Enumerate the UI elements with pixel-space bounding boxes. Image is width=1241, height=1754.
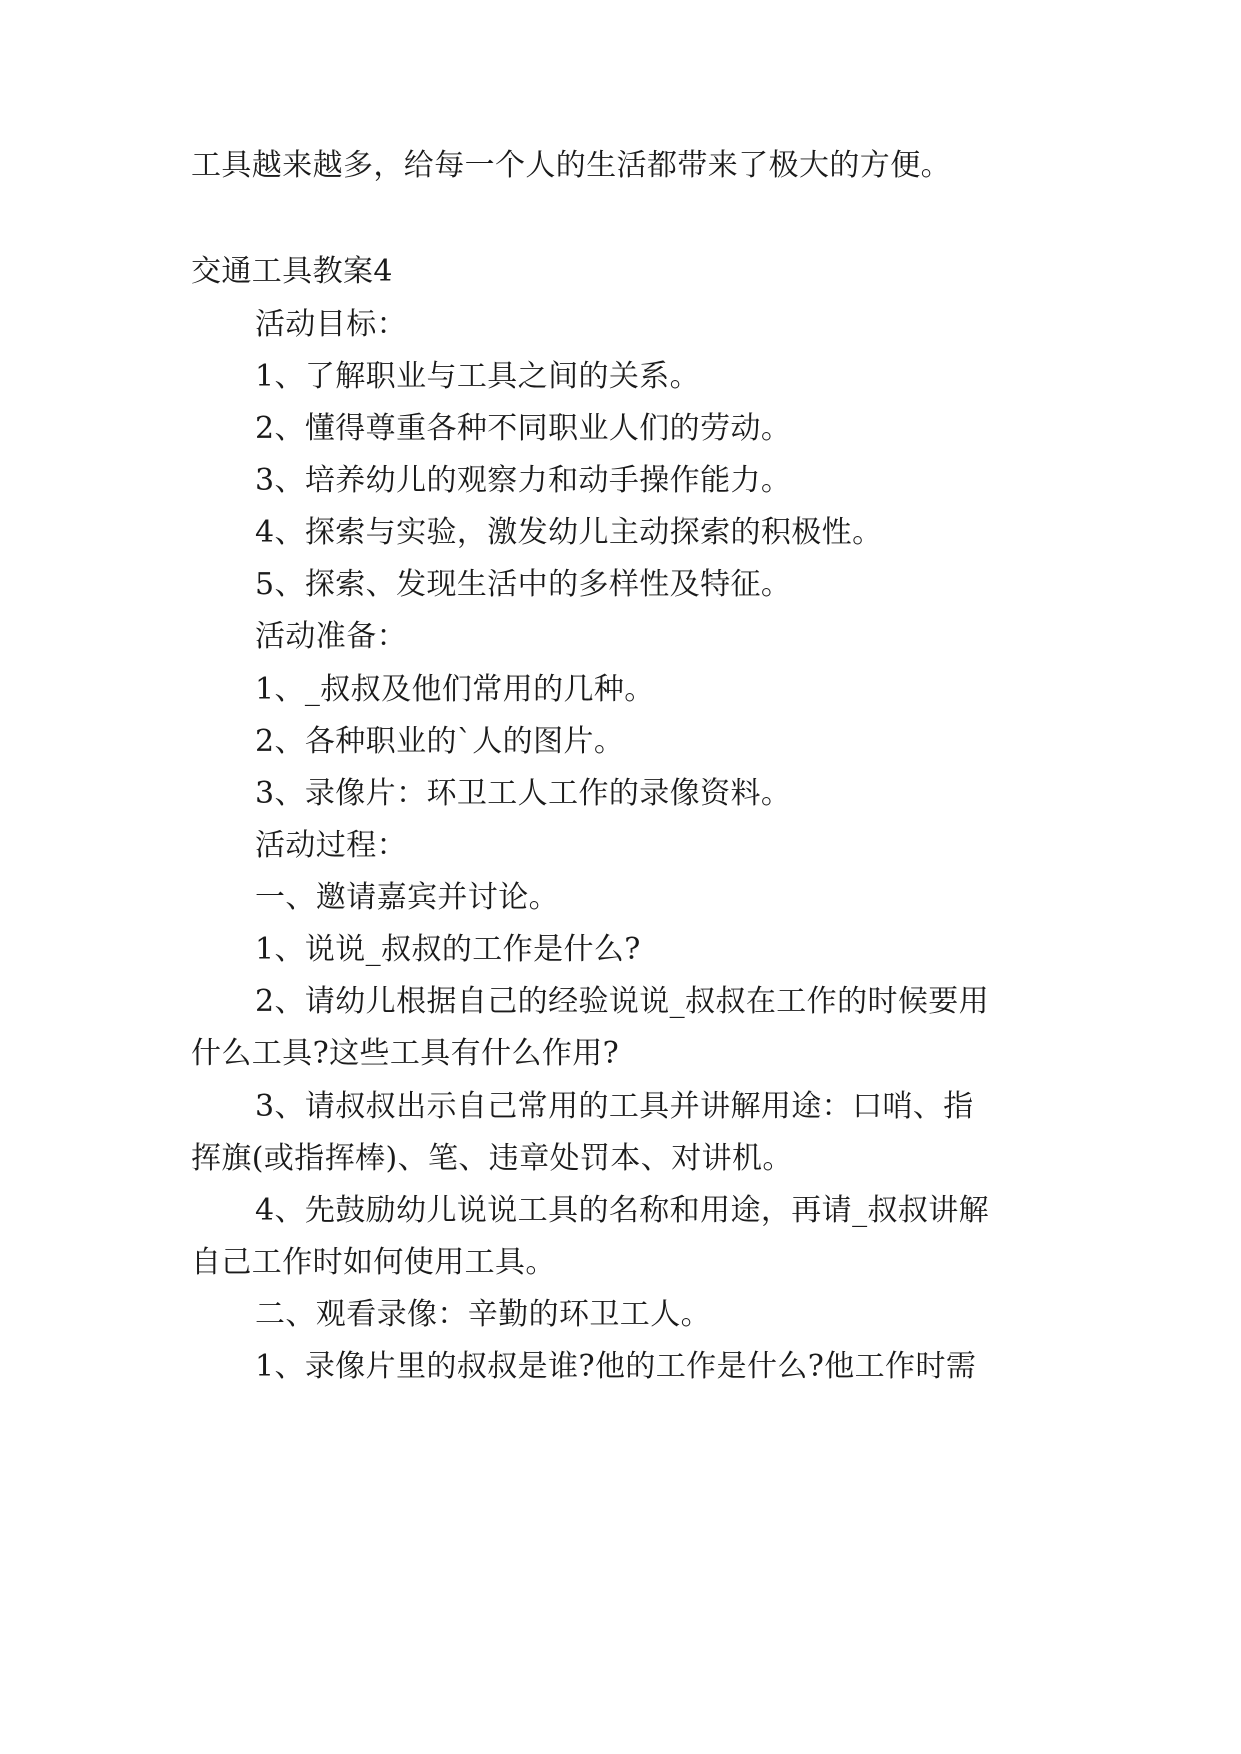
step1-item-continued: 自己工作时如何使用工具。	[191, 1245, 556, 1280]
goal-item: 3、培养幼儿的观察力和动手操作能力。	[255, 463, 792, 498]
section-title: 交通工具教案4	[191, 254, 393, 289]
prep-item: 1、_叔叔及他们常用的几种。	[255, 672, 655, 707]
goal-item: 5、探索、发现生活中的多样性及特征。	[255, 567, 792, 602]
goal-item: 4、探索与实验，激发幼儿主动探索的积极性。	[255, 515, 883, 550]
goals-heading: 活动目标：	[255, 307, 407, 342]
prep-item: 3、录像片：环卫工人工作的录像资料。	[255, 776, 792, 811]
step1-heading: 一、邀请嘉宾并讨论。	[255, 880, 559, 915]
prep-heading: 活动准备：	[255, 619, 407, 654]
step1-item-continued: 什么工具?这些工具有什么作用?	[191, 1036, 620, 1071]
goal-item: 1、了解职业与工具之间的关系。	[255, 359, 701, 394]
step1-item: 4、先鼓励幼儿说说工具的名称和用途，再请_叔叔讲解	[255, 1193, 990, 1228]
step2-heading: 二、观看录像：辛勤的环卫工人。	[255, 1297, 711, 1332]
lead-text: 工具越来越多，给每一个人的生活都带来了极大的方便。	[191, 148, 951, 183]
step1-item: 3、请叔叔出示自己常用的工具并讲解用途：口哨、指	[255, 1089, 974, 1124]
step1-item: 2、请幼儿根据自己的经验说说_叔叔在工作的时候要用	[255, 984, 990, 1019]
step1-item: 1、说说_叔叔的工作是什么?	[255, 932, 641, 967]
prep-item: 2、各种职业的`人的图片。	[255, 724, 625, 759]
process-heading: 活动过程：	[255, 828, 407, 863]
step2-item: 1、录像片里的叔叔是谁?他的工作是什么?他工作时需	[255, 1349, 977, 1384]
step1-item-continued: 挥旗(或指挥棒)、笔、违章处罚本、对讲机。	[191, 1141, 793, 1176]
goal-item: 2、懂得尊重各种不同职业人们的劳动。	[255, 411, 792, 446]
